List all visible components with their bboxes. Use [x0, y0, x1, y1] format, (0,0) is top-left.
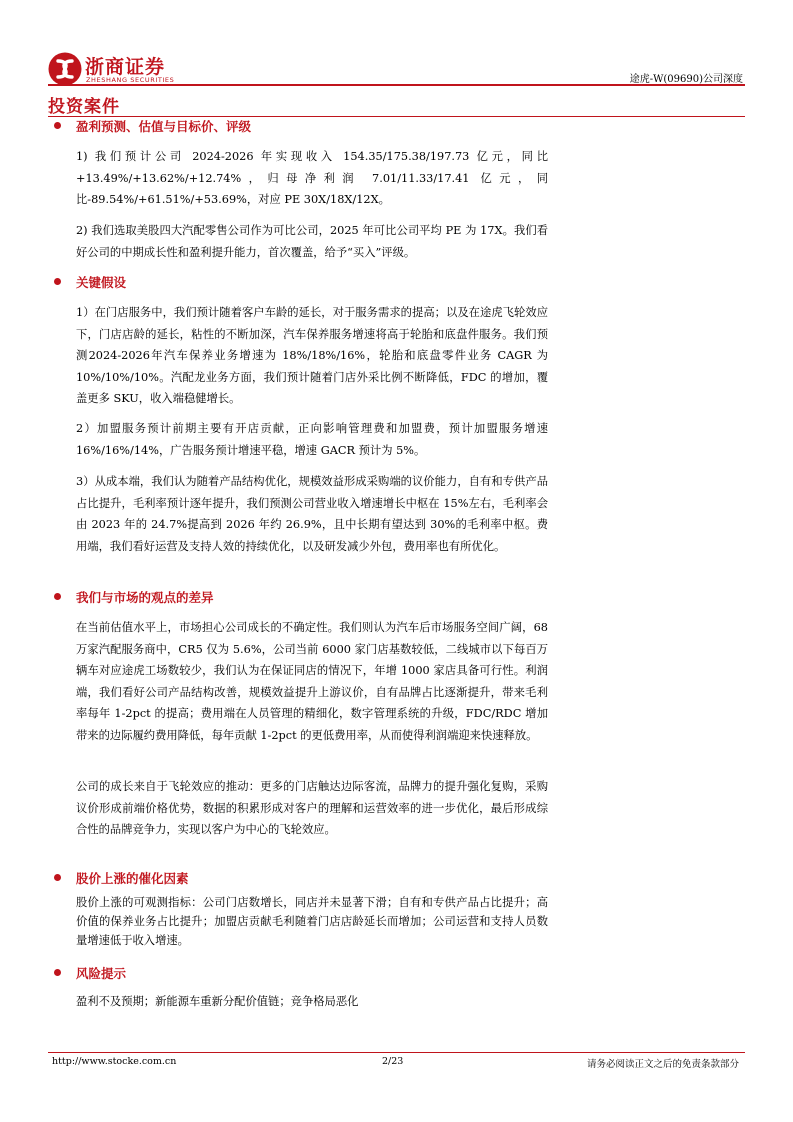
company-logo [48, 52, 208, 86]
footer-divider [48, 1052, 745, 1053]
paragraph: 1）在门店服务中，我们预计随着客户车龄的延长，对于服务需求的提高；以及在途虎飞轮效应下，门店店龄的延长，粘性的不断加深，汽车保养服务增速将高于轮胎和底盘件服务。我们预测2024-2026年汽车保养业务增速为 18%/18%/16%，轮胎和底盘零件业务 CAGR 为 10%/10%/10%。汽配龙业务方面，我们预计随着门店外采比例不断降低，FDC 的增加，覆盖更多 SKU，收入端稳健增长。 [76, 306, 548, 405]
bullet-icon [54, 969, 61, 976]
bullet-icon [54, 593, 61, 600]
paragraph: 1) 我们预计公司 2024-2026 年实现收入 154.35/175.38/197.73 亿元，同比+13.49%/+13.62%/+12.74%，归母净利润 7.01/11.33/17.41 亿元，同比-89.54%/+61.51%/+53.69%，对应 PE 30X/18X/12X。 [76, 150, 548, 206]
paragraph: 盈利不及预期；新能源车重新分配价值链；竞争格局恶化 [76, 995, 359, 1008]
header-divider [48, 84, 745, 86]
zheshang-logo-icon [48, 52, 82, 86]
logo-english-name: ZHESHANG SECURITIES [86, 76, 175, 84]
bullet-icon [54, 278, 61, 285]
bullet-icon [54, 122, 61, 129]
paragraph: 3）从成本端，我们认为随着产品结构优化，规模效益形成采购端的议价能力，自有和专供产品占比提升，毛利率预计逐年提升，我们预测公司营业收入增速增长中枢在 15%左右，毛利率会由 2023 年的 24.7%提高到 2026 年约 26.9%，且中长期有望达到 30%的毛利率中枢。费用端，我们看好运营及支持人效的持续优化，以及研发减少外包，费用率也有所优化。 [76, 475, 548, 553]
logo-chinese-name: 浙商证券 [85, 56, 166, 78]
bullet-icon [54, 874, 61, 881]
page-title: 投资案件 [48, 97, 120, 117]
paragraph: 股价上涨的可观测指标：公司门店数增长，同店并未显著下滑；自有和专供产品占比提升；高价值的保养业务占比提升；加盟店贡献毛利随着门店店龄延长而增加；公司运营和支持人员数量增速低于收入增速。 [76, 896, 548, 947]
page-number: 2/23 [382, 1056, 404, 1067]
paragraph: 公司的成长来自于飞轮效应的推动：更多的门店触达边际客流，品牌力的提升强化复购，采购议价形成前端价格优势，数据的积累形成对客户的理解和运营效率的进一步优化，最后形成综合性的品牌竞争力，实现以客户为中心的飞轮效应。 [76, 780, 548, 836]
paragraph: 2) 我们选取美股四大汽配零售公司作为可比公司，2025 年可比公司平均 PE 为 17X。我们看好公司的中期成长性和盈利提升能力，首次覆盖，给予“买入”评级。 [76, 224, 548, 259]
footer-disclaimer: 请务必阅读正文之后的免责条款部分 [586, 1059, 739, 1070]
paragraph: 2）加盟服务预计前期主要有开店贡献，正向影响管理费和加盟费，预计加盟服务增速 16%/16%/14%，广告服务预计增速平稳，增速 GACR 预计为 5%。 [76, 422, 548, 457]
report-tag: 途虎-W(09690)公司深度 [629, 74, 743, 85]
footer-url[interactable]: http://www.stocke.com.cn [52, 1056, 177, 1067]
paragraph: 在当前估值水平上，市场担心公司成长的不确定性。我们则认为汽车后市场服务空间广阔，68 万家汽配服务商中，CR5 仅为 5.6%，公司当前 6000 家门店基数较低，二线城市以下每百万辆车对应途虎工场数较少，我们认为在保证同店的情况下，年增 1000 家店具备可行性。利润端，我们看好公司产品结构改善，规模效益提升上游议价，自有品牌占比逐渐提升，带来毛利率每年 1-2pct 的提高；费用端在人员管理的精细化，数字管理系统的升级，FDC/RDC 增加带来的边际履约费用降低，每年贡献 1-2pct 的更低费用率，从而使得利润端迎来快速释放。 [76, 621, 548, 742]
